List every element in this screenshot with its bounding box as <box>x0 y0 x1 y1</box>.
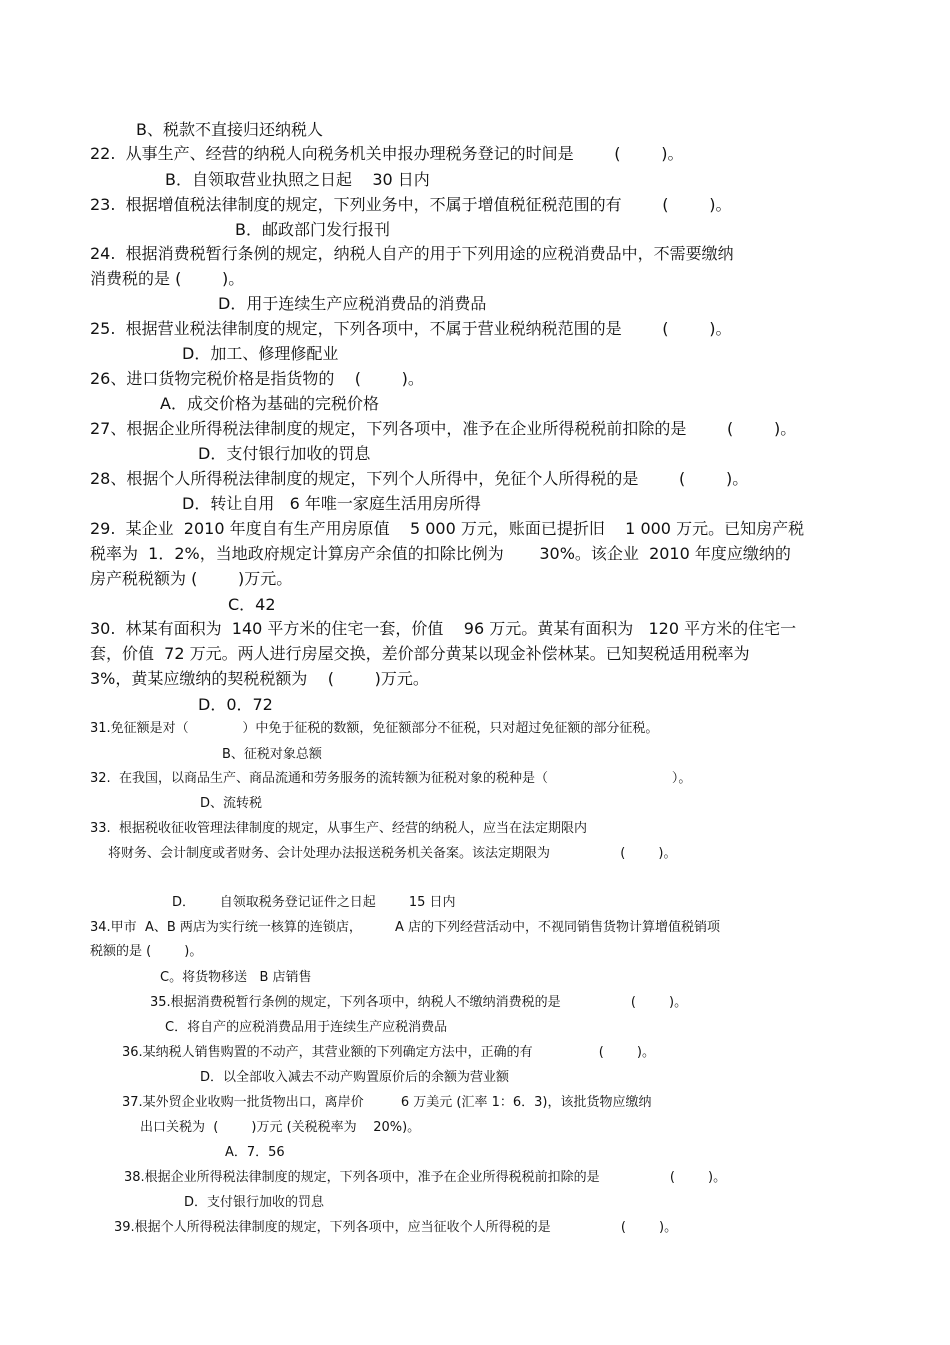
question-34: 34.甲市 A、B 两店为实行统一核算的连锁店， A 店的下列经营活动中，不视同销售货物计算增值税销项 <box>90 920 720 935</box>
question-27: 27、根据企业所得税法律制度的规定，下列各项中，准予在企业所得税税前扣除的是 ( )。 <box>90 419 797 438</box>
question-35: 35.根据消费税暂行条例的规定，下列各项中，纳税人不缴纳消费税的是 ( )。 <box>150 995 688 1010</box>
question-39: 39.根据个人所得税法律制度的规定，下列各项中，应当征收个人所得税的是 ( )。 <box>114 1220 678 1235</box>
question-22: 22. 从事生产、经营的纳税人向税务机关申报办理税务登记的时间是 ( )。 <box>90 144 684 163</box>
question-29-cont: 税率为 1．2%，当地政府规定计算房产余值的扣除比例为 30%。该企业 2010 年度应缴纳的 <box>90 544 791 563</box>
question-38: 38.根据企业所得税法律制度的规定，下列各项中，准予在企业所得税税前扣除的是 ( )。 <box>124 1170 727 1185</box>
answer-25: D．加工、修理修配业 <box>182 344 339 363</box>
answer-34: C。将货物移送 B 店销售 <box>160 970 312 985</box>
question-36: 36.某纳税人销售购置的不动产，其营业额的下列确定方法中，正确的有 ( )。 <box>122 1045 655 1060</box>
answer-22: B．自领取营业执照之日起 30 日内 <box>165 170 430 189</box>
question-30-cont2: 3%，黄某应缴纳的契税税额为 ( )万元。 <box>90 669 429 688</box>
answer-30: D．0．72 <box>198 695 273 714</box>
question-24: 24. 根据消费税暂行条例的规定，纳税人自产的用于下列用途的应税消费品中，不需要缴纳 <box>90 244 734 263</box>
question-32: 32. 在我国，以商品生产、商品流通和劳务服务的流转额为征税对象的税种是（ ）。 <box>90 771 692 786</box>
question-23: 23. 根据增值税法律制度的规定，下列业务中，不属于增值税征税范围的有 ( )。 <box>90 195 732 214</box>
answer-26: A．成交价格为基础的完税价格 <box>160 394 379 413</box>
answer-38: D．支付银行加收的罚息 <box>184 1195 325 1210</box>
question-31: 31.免征额是对（ ）中免于征税的数额，免征额部分不征税，只对超过免征额的部分征税。 <box>90 721 659 736</box>
answer-35: C．将自产的应税消费品用于连续生产应税消费品 <box>165 1020 448 1035</box>
answer-24: D．用于连续生产应税消费品的消费品 <box>218 294 487 313</box>
answer-33: D． 自领取税务登记证件之日起 15 日内 <box>172 895 456 910</box>
answer-31: B、征税对象总额 <box>222 747 322 762</box>
question-33: 33. 根据税收征收管理法律制度的规定，从事生产、经营的纳税人，应当在法定期限内 <box>90 821 587 836</box>
answer-36: D．以全部收入减去不动产购置原价后的余额为营业额 <box>200 1070 510 1085</box>
question-25: 25. 根据营业税法律制度的规定，下列各项中，不属于营业税纳税范围的是 ( )。 <box>90 319 732 338</box>
question-28: 28、根据个人所得税法律制度的规定，下列个人所得中，免征个人所得税的是 ( )。 <box>90 469 749 488</box>
question-37-cont: 出口关税为 ( )万元 (关税税率为 20%)。 <box>140 1120 421 1135</box>
question-30: 30. 林某有面积为 140 平方米的住宅一套，价值 96 万元。黄某有面积为 120 平方米的住宅一 <box>90 619 797 638</box>
answer-32: D、流转税 <box>200 796 263 811</box>
question-33-cont: 将财务、会计制度或者财务、会计处理办法报送税务机关备案。该法定期限为 ( )。 <box>108 846 677 861</box>
question-30-cont: 套，价值 72 万元。两人进行房屋交换，差价部分黄某以现金补偿林某。已知契税适用税率为 <box>90 644 750 663</box>
question-29: 29. 某企业 2010 年度自有生产用房原值 5 000 万元，账面已提折旧 1 000 万元。已知房产税 <box>90 519 805 538</box>
answer-27: D．支付银行加收的罚息 <box>198 444 371 463</box>
question-24-cont: 消费税的是 ( )。 <box>90 269 245 288</box>
question-37: 37.某外贸企业收购一批货物出口，离岸价 6 万美元 (汇率 1：6．3)，该批货物应缴纳 <box>122 1095 652 1110</box>
question-34-cont: 税额的是 ( )。 <box>90 944 203 959</box>
question-29-cont2: 房产税税额为 ( )万元。 <box>90 569 293 588</box>
answer-28: D．转让自用 6 年唯一家庭生活用房所得 <box>182 494 481 513</box>
answer-23: B．邮政部门发行报刊 <box>235 220 390 239</box>
answer-29: C．42 <box>228 595 276 614</box>
question-26: 26、进口货物完税价格是指货物的 ( )。 <box>90 369 424 388</box>
text-line: B、税款不直接归还纳税人 <box>136 120 323 139</box>
answer-37: A．7．56 <box>225 1145 285 1160</box>
